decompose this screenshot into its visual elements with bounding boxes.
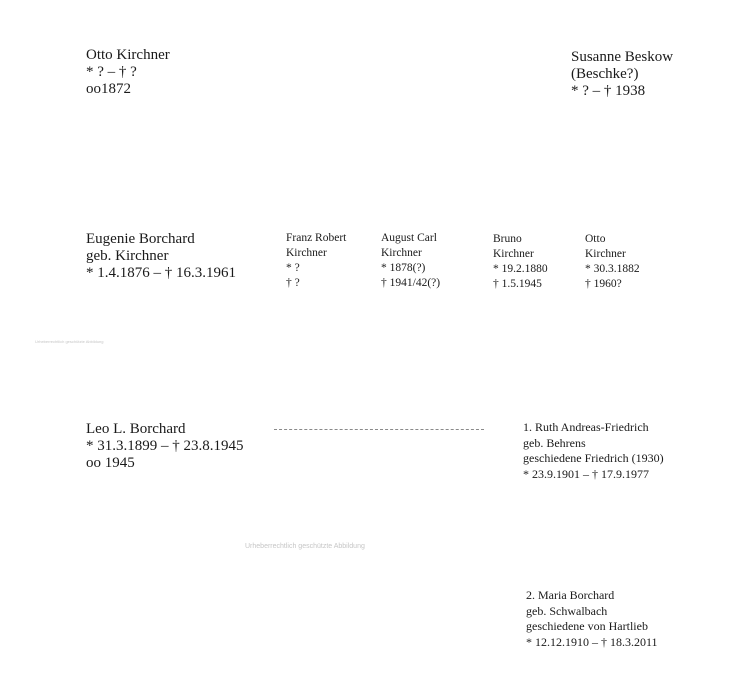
spouse-dates: * 12.12.1910 – † 18.3.2011	[526, 634, 658, 649]
sibling-august-carl-kirchner	[381, 231, 440, 291]
marriage-connector-line	[274, 429, 484, 430]
person-dates: * ? – † 1938	[571, 83, 646, 99]
person-dates: * ? – † ?	[86, 64, 137, 80]
sibling-first-name: Franz Robert	[286, 232, 347, 244]
watermark-center: Urheberrechtlich geschützte Abbildung	[245, 543, 365, 550]
spouse-name: 1. Ruth Andreas-Friedrich	[523, 420, 649, 434]
person-susanne-beskow	[571, 49, 673, 100]
person-alt-name: (Beschke?)	[571, 66, 639, 82]
sibling-last-name: Kirchner	[381, 247, 422, 259]
spouse-divorced-name: geschiedene Friedrich (1930)	[523, 451, 664, 465]
sibling-born: * ?	[286, 262, 300, 274]
sibling-born: * 30.3.1882	[585, 263, 640, 275]
sibling-last-name: Kirchner	[493, 248, 534, 260]
sibling-died: † 1.5.1945	[493, 278, 542, 290]
sibling-born: * 1878(?)	[381, 262, 426, 274]
spouse-maria-borchard	[526, 588, 658, 650]
spouse-divorced-name: geschiedene von Hartlieb	[526, 619, 648, 633]
person-name: Eugenie Borchard	[86, 231, 195, 247]
sibling-died: † ?	[286, 277, 300, 289]
person-leo-borchard	[86, 421, 244, 472]
sibling-franz-robert-kirchner	[286, 231, 346, 291]
sibling-bruno-kirchner	[493, 232, 548, 292]
sibling-last-name: Kirchner	[286, 247, 327, 259]
sibling-born: * 19.2.1880	[493, 263, 548, 275]
person-eugenie-borchard	[86, 231, 236, 282]
sibling-died: † 1960?	[585, 278, 622, 290]
sibling-died: † 1941/42(?)	[381, 277, 441, 289]
watermark-small: Urheberrechtlich geschützte Abbildung	[35, 339, 104, 344]
person-otto-kirchner-senior	[86, 47, 170, 98]
sibling-last-name: Kirchner	[585, 248, 626, 260]
marriage-date: oo 1945	[86, 455, 135, 471]
sibling-otto-kirchner	[585, 232, 640, 292]
spouse-dates: * 23.9.1901 – † 17.9.1977	[523, 466, 649, 481]
person-birth-name: geb. Kirchner	[86, 248, 169, 264]
spouse-ruth-andreas-friedrich	[523, 420, 664, 482]
person-name: Susanne Beskow	[571, 49, 674, 65]
sibling-first-name: Bruno	[493, 233, 522, 245]
sibling-first-name: Otto	[585, 233, 606, 245]
person-name: Otto Kirchner	[86, 47, 170, 63]
spouse-birth-name: geb. Behrens	[523, 435, 586, 450]
person-name: Leo L. Borchard	[86, 421, 186, 437]
person-dates: * 31.3.1899 – † 23.8.1945	[86, 438, 244, 454]
person-dates: * 1.4.1876 – † 16.3.1961	[86, 265, 236, 281]
sibling-first-name: August Carl	[381, 232, 437, 244]
spouse-name: 2. Maria Borchard	[526, 588, 615, 602]
marriage-date: oo1872	[86, 81, 131, 97]
spouse-birth-name: geb. Schwalbach	[526, 603, 608, 618]
